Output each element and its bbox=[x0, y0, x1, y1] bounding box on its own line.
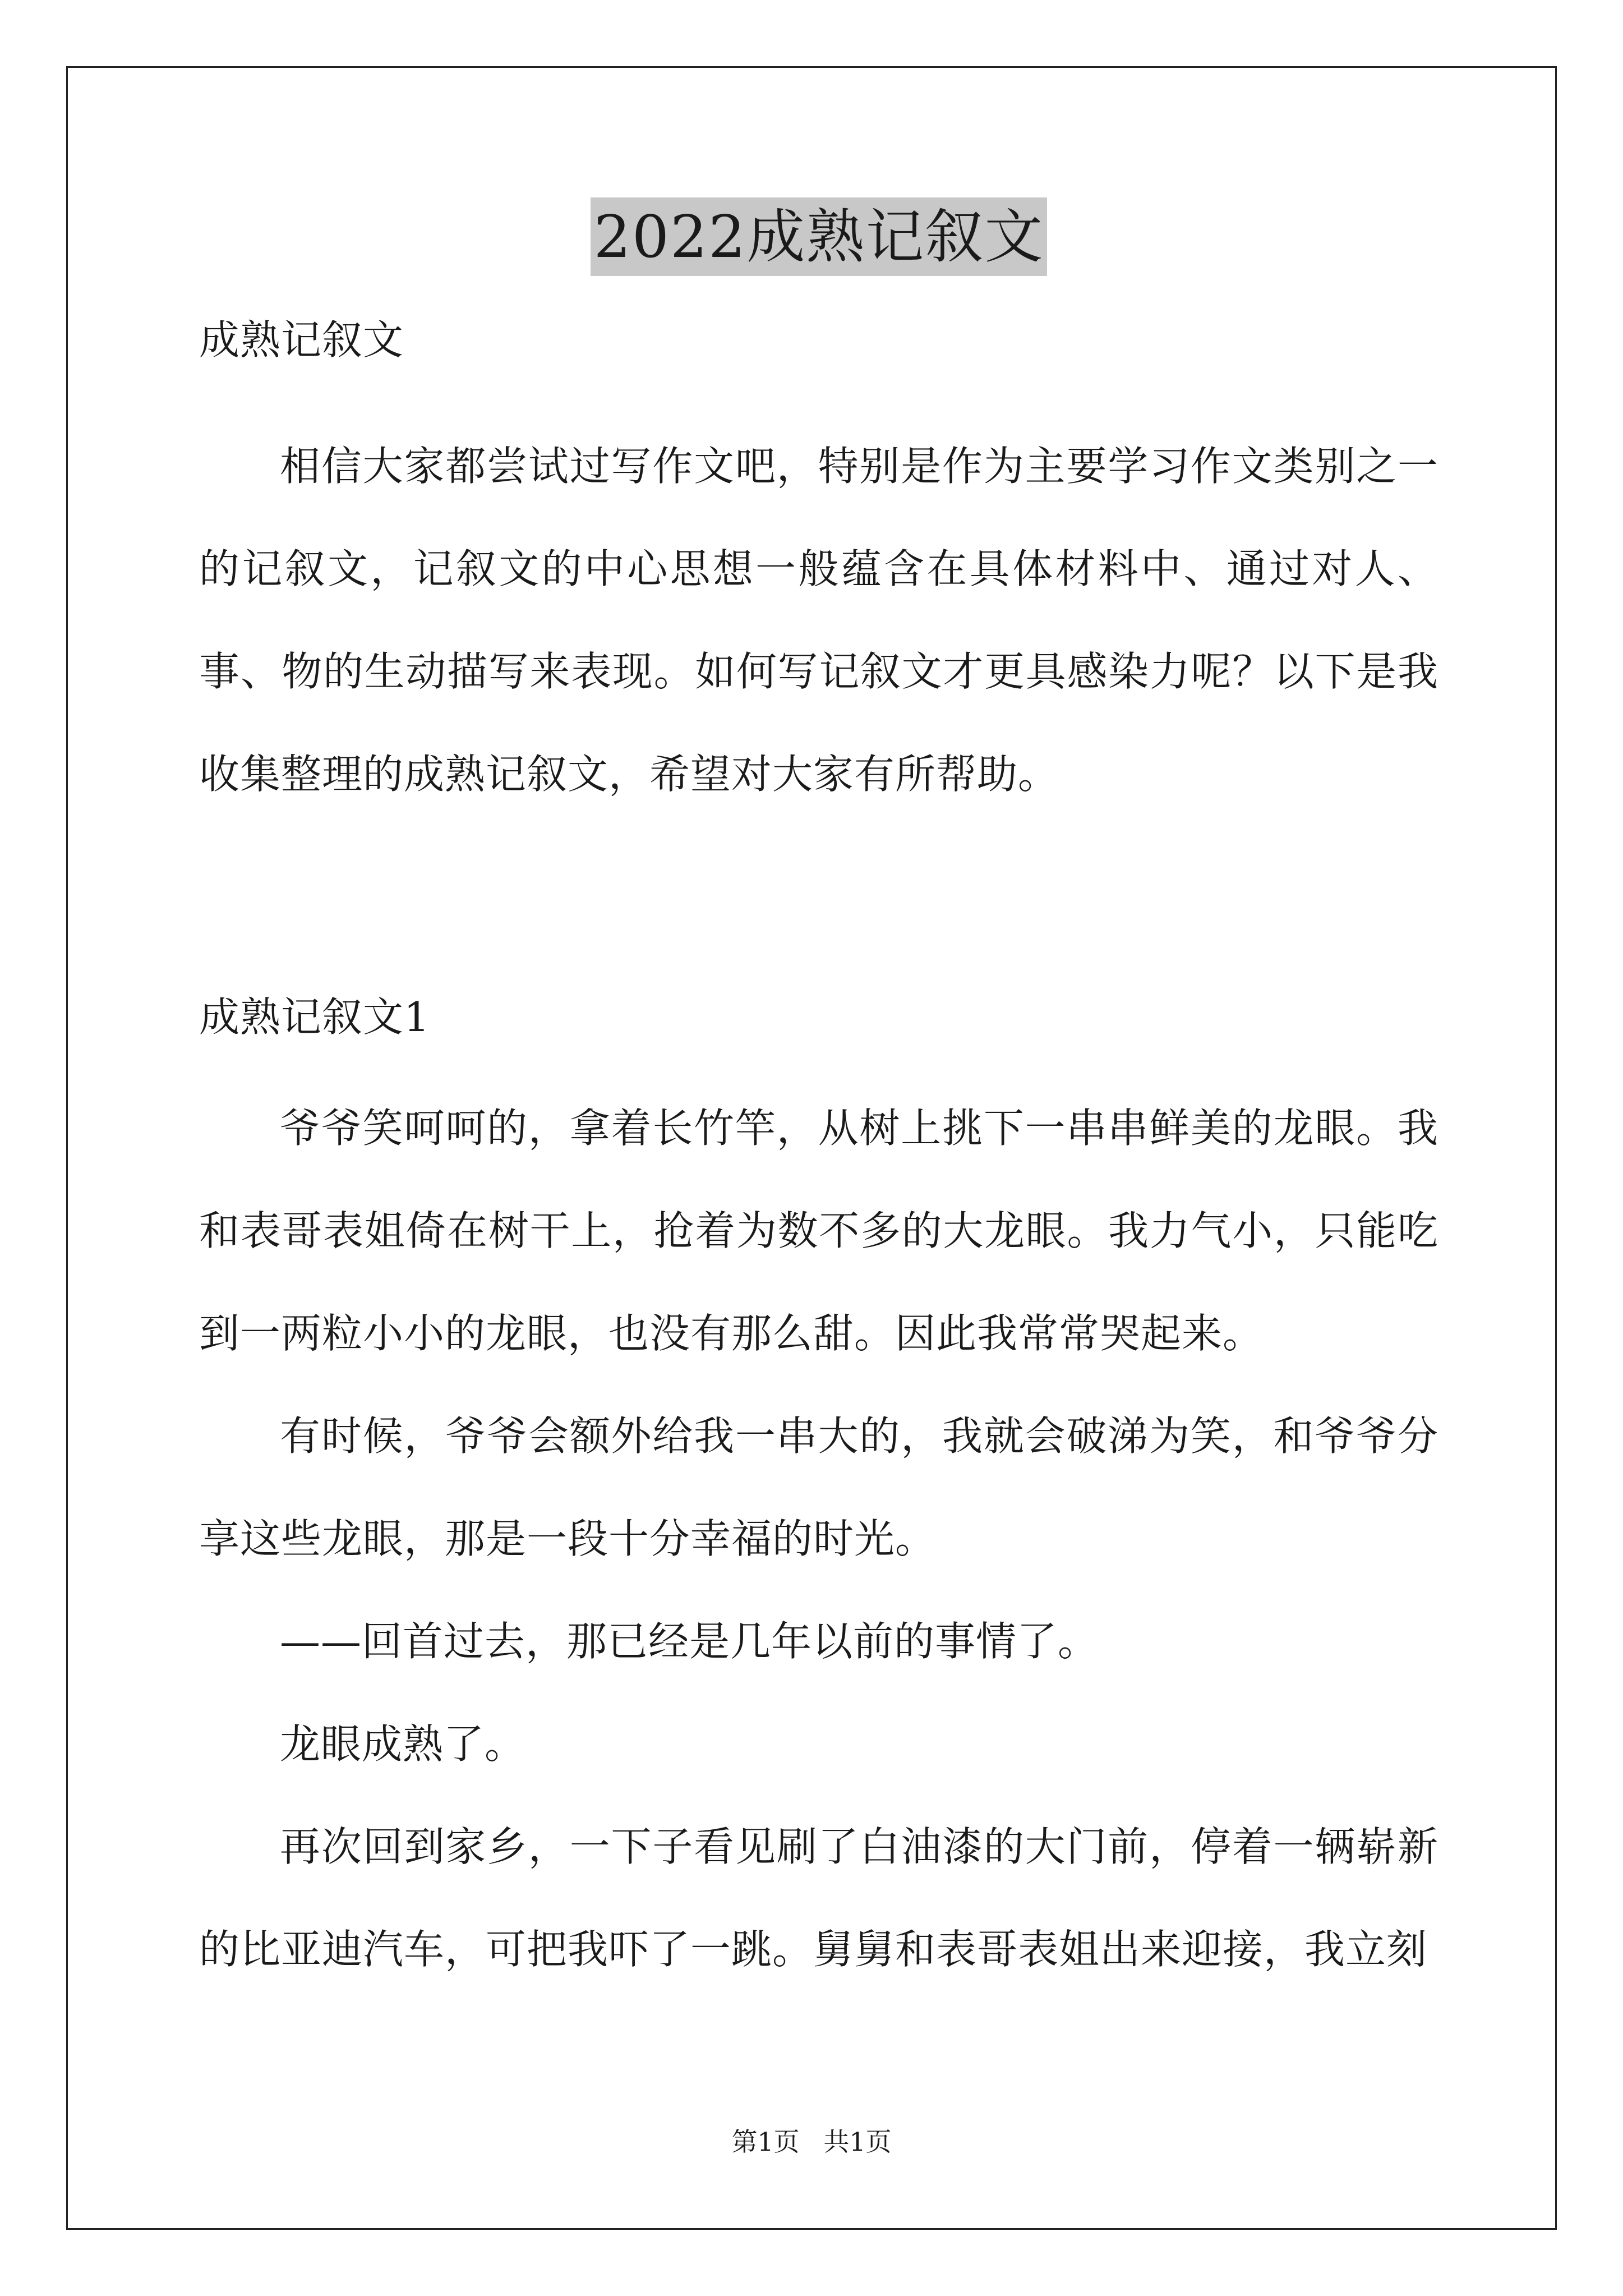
paragraph-4: 龙眼成熟了。 bbox=[280, 1720, 526, 1768]
intro-paragraph: 相信大家都尝试过写作文吧，特别是作为主要学习作文类别之一的记叙文，记叙文的中心思想一般蕴含在具体材料中、通过对人、事、物的生动描写来表现。如何写记叙文才更具感染力呢？以下是我收集整理的成熟记叙文，希望对大家有所帮助。 bbox=[199, 443, 1438, 798]
document-title: 2022成熟记叙文 bbox=[591, 197, 1048, 276]
paragraph-5: 再次回到家乡，一下子看见刷了白油漆的大门前，停着一辆崭新的比亚迪汽车，可把我吓了一跳。舅舅和表哥表姐出来迎接，我立刻 bbox=[199, 1823, 1438, 1973]
paragraph-3: ——回首过去，那已经是几年以前的事情了。 bbox=[280, 1618, 1099, 1665]
page-number-total: 共1页 bbox=[823, 2127, 892, 2157]
paragraph-2: 有时候，爷爷会额外给我一串大的，我就会破涕为笑，和爷爷分享这些龙眼，那是一段十分幸福的时光。 bbox=[199, 1412, 1438, 1562]
title-container bbox=[199, 197, 1438, 276]
paragraph-1: 爷爷笑呵呵的，拿着长竹竿，从树上挑下一串串鲜美的龙眼。我和表哥表姐倚在树干上，抢着为数不多的大龙眼。我力气小，只能吃到一两粒小小的龙眼，也没有那么甜。因此我常常哭起来。 bbox=[199, 1105, 1438, 1357]
section-heading-intro: 成熟记叙文 bbox=[199, 316, 404, 364]
page-footer bbox=[0, 2125, 1623, 2159]
page-number-current: 第1页 bbox=[731, 2127, 800, 2157]
section-heading-1: 成熟记叙文1 bbox=[199, 993, 430, 1041]
